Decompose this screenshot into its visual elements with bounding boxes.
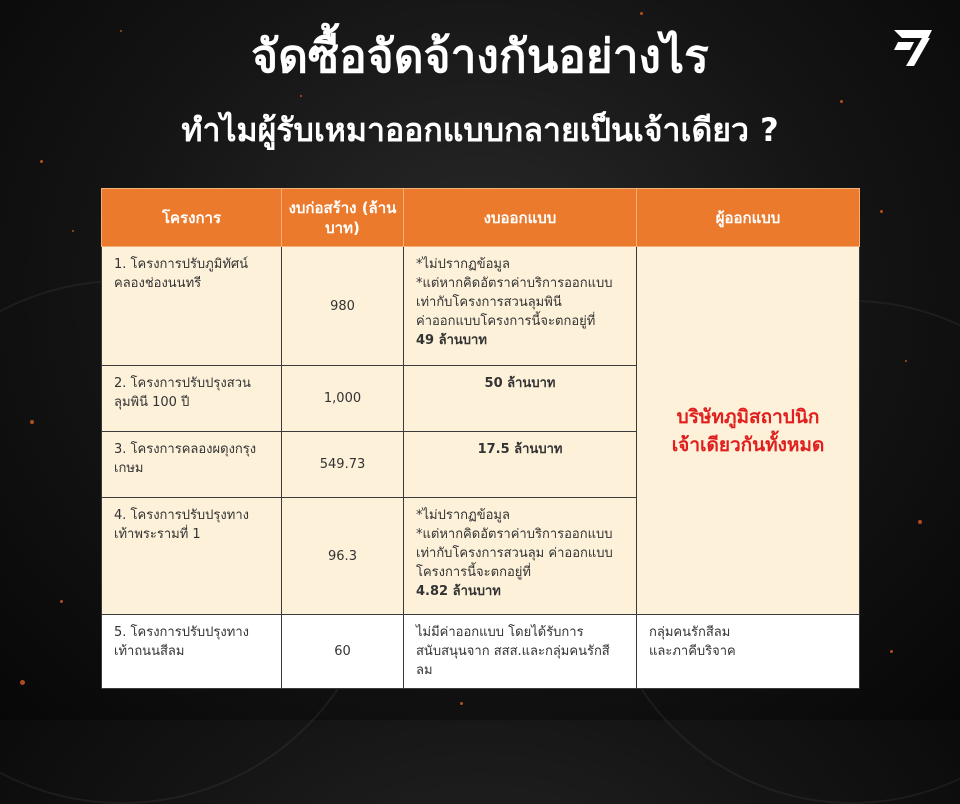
ember-spark bbox=[460, 702, 463, 705]
table-header-row bbox=[102, 189, 860, 247]
design-line: สนับสนุนจาก สสส.และกลุ่มคนรักสี bbox=[416, 644, 610, 659]
design-line: *แต่หากคิดอัตราค่าบริการออกแบบ bbox=[416, 527, 613, 542]
design-line: *ไม่ปรากฏข้อมูล bbox=[416, 257, 510, 272]
design-line: *ไม่ปรากฏข้อมูล bbox=[416, 508, 510, 523]
designer-merged-line: บริษัทภูมิสถาปนิก bbox=[676, 405, 820, 428]
page-title: จัดซื้อจัดจ้างกันอย่างไร bbox=[251, 29, 709, 83]
ember-spark bbox=[880, 210, 883, 213]
design-amount: 50 ล้านบาท bbox=[404, 366, 637, 432]
ember-spark bbox=[640, 12, 643, 15]
header-design-budget: งบออกแบบ bbox=[404, 189, 637, 247]
table-row bbox=[102, 615, 860, 689]
procurement-table bbox=[101, 188, 860, 689]
design-amount: 17.5 ล้านบาท bbox=[404, 432, 637, 498]
design-amount: 49 ล้านบาท bbox=[416, 333, 487, 348]
project-line: 3. โครงการคลองผดุงกรุง bbox=[114, 442, 257, 457]
project-line: คลองช่องนนทรี bbox=[114, 276, 202, 291]
designer-cell bbox=[637, 615, 860, 689]
designer-line: กลุ่มคนรักสีลม bbox=[649, 625, 731, 640]
budget-cell: 549.73 bbox=[282, 432, 404, 498]
designer-line: และภาคีบริจาค bbox=[649, 644, 736, 659]
table-row bbox=[102, 247, 860, 366]
design-cell bbox=[404, 615, 637, 689]
designer-merged-cell bbox=[637, 247, 860, 615]
budget-cell: 980 bbox=[282, 247, 404, 366]
project-line: เท้าพระรามที่ 1 bbox=[114, 527, 201, 542]
header-construction-budget: งบก่อสร้าง (ล้านบาท) bbox=[282, 189, 404, 247]
header-designer: ผู้ออกแบบ bbox=[637, 189, 860, 247]
designer-merged-line: เจ้าเดียวกันทั้งหมด bbox=[671, 433, 825, 456]
project-line: 1. โครงการปรับภูมิทัศน์ bbox=[114, 257, 249, 272]
project-cell bbox=[102, 432, 282, 498]
design-line: ลม bbox=[416, 663, 433, 678]
budget-cell: 60 bbox=[282, 615, 404, 689]
project-line: 5. โครงการปรับปรุงทาง bbox=[114, 625, 249, 640]
project-line: 4. โครงการปรับปรุงทาง bbox=[114, 508, 249, 523]
design-line: เท่ากับโครงการสวนลุมพินี bbox=[416, 295, 562, 310]
project-cell bbox=[102, 366, 282, 432]
ember-spark bbox=[60, 600, 63, 603]
header-project: โครงการ bbox=[102, 189, 282, 247]
budget-cell: 1,000 bbox=[282, 366, 404, 432]
ember-spark bbox=[905, 360, 907, 362]
project-line: ลุมพินี 100 ปี bbox=[114, 395, 190, 410]
project-cell bbox=[102, 498, 282, 615]
project-line: เกษม bbox=[114, 461, 144, 476]
ember-spark bbox=[30, 420, 34, 424]
design-line: ค่าออกแบบโครงการนี้จะตกอยู่ที่ bbox=[416, 314, 596, 329]
ember-spark bbox=[918, 520, 922, 524]
ember-spark bbox=[40, 160, 43, 163]
design-cell bbox=[404, 498, 637, 615]
design-cell bbox=[404, 247, 637, 366]
design-line: *แต่หากคิดอัตราค่าบริการออกแบบ bbox=[416, 276, 613, 291]
ember-spark bbox=[840, 100, 843, 103]
project-cell bbox=[102, 615, 282, 689]
ember-spark bbox=[72, 230, 74, 232]
page-subtitle: ทำไมผู้รับเหมาออกแบบกลายเป็นเจ้าเดียว ? bbox=[181, 111, 779, 149]
design-line: เท่ากับโครงการสวนลุม ค่าออกแบบ bbox=[416, 546, 613, 561]
project-line: 2. โครงการปรับปรุงสวน bbox=[114, 376, 251, 391]
ember-spark bbox=[20, 680, 25, 685]
ember-spark bbox=[300, 95, 302, 97]
design-amount: 4.82 ล้านบาท bbox=[416, 584, 501, 599]
project-line: เท้าถนนสีลม bbox=[114, 644, 185, 659]
design-line: ไม่มีค่าออกแบบ โดยได้รับการ bbox=[416, 625, 584, 640]
project-cell bbox=[102, 247, 282, 366]
budget-cell: 96.3 bbox=[282, 498, 404, 615]
design-line: โครงการนี้จะตกอยู่ที่ bbox=[416, 565, 531, 580]
ember-spark bbox=[890, 650, 893, 653]
